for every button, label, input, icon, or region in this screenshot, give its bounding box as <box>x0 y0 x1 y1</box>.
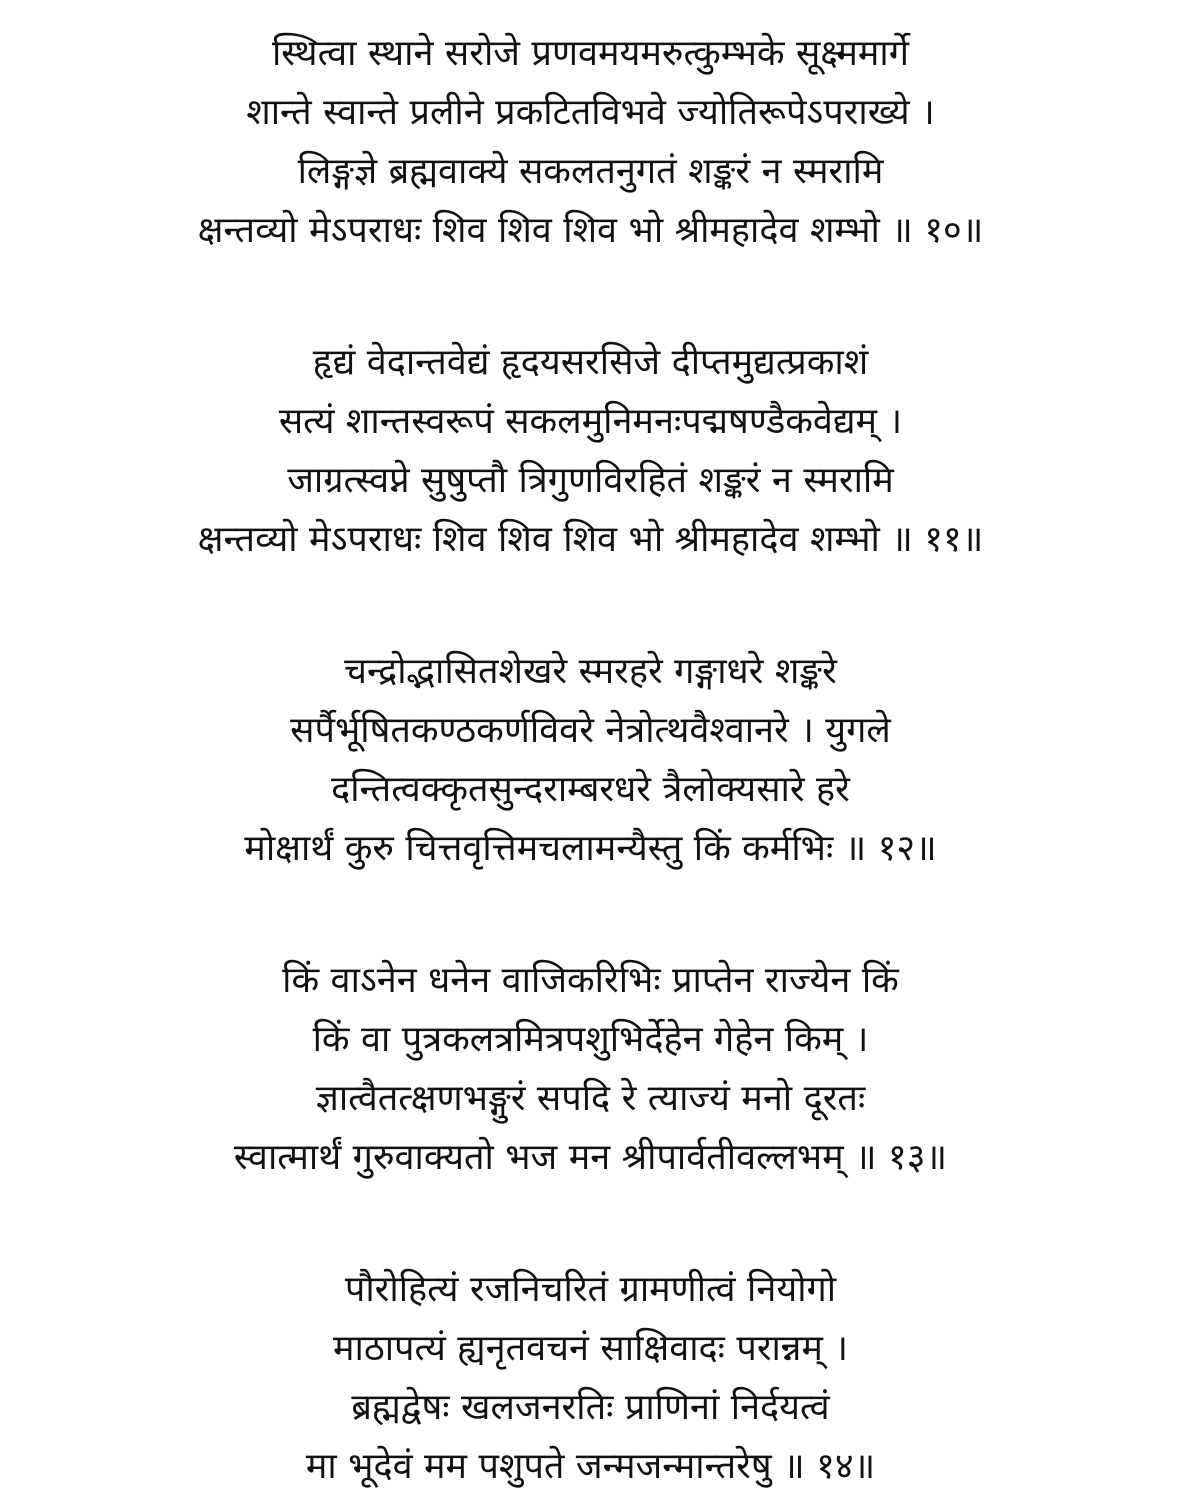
verse-line: शान्ते स्वान्ते प्रलीने प्रकटितविभवे ज्योतिरूपेऽपराख्ये । <box>246 92 935 133</box>
verse-line: किं वा पुत्रकलत्रमित्रपशुभिर्देहेन गेहेन किम् । <box>312 1019 869 1060</box>
verse-13 <box>0 951 1181 1187</box>
verse-line: स्वात्मार्थं गुरुवाक्यतो भज मन श्रीपार्वतीवल्लभम् ॥ १३॥ <box>233 1137 948 1178</box>
verse-line: सर्पैर्भूषितकण्ठकर्णविवरे नेत्रोत्थवैश्वानरे । युगले <box>290 710 891 751</box>
verse-line: ज्ञात्वैतत्क्षणभङ्गुरं सपदि रे त्याज्यं मनो दूरतः <box>315 1078 866 1119</box>
verse-line: हृद्यं वेदान्तवेद्यं हृदयसरसिजे दीप्तमुद्यत्प्रकाशं <box>312 342 869 383</box>
verse-line: जाग्रत्स्वप्ने सुषुप्तौ त्रिगुणविरहितं शङ्करं न स्मरामि <box>287 460 894 501</box>
verse-line: ब्रह्मद्वेषः खलजनरतिः प्राणिनां निर्दयत्वं <box>351 1387 830 1428</box>
verse-10 <box>0 24 1181 260</box>
verse-11 <box>0 333 1181 569</box>
verse-line: किं वाऽनेन धनेन वाजिकरिभिः प्राप्तेन राज्येन किं <box>282 960 899 1001</box>
verse-line: पौरोहित्यं रजनिचरितं ग्रामणीत्वं नियोगो <box>344 1269 837 1310</box>
verse-line: दन्तित्वक्कृतसुन्दराम्बरधरे त्रैलोक्यसारे हरे <box>331 769 850 810</box>
verse-line: क्षन्तव्यो मेऽपराधः शिव शिव शिव भो श्रीमहादेव शम्भो ॥ ११॥ <box>197 519 984 560</box>
verse-12 <box>0 642 1181 878</box>
verse-line: मोक्षार्थं कुरु चित्तवृत्तिमचलामन्यैस्तु किं कर्मभिः ॥ १२॥ <box>244 828 937 869</box>
verse-line: सत्यं शान्तस्वरूपं सकलमुनिमनःपद्मषण्डैकवेद्यम् । <box>278 401 903 442</box>
verse-line: चन्द्रोद्भासितशेखरे स्मरहरे गङ्गाधरे शङ्करे <box>344 651 837 692</box>
verse-line: लिङ्गज्ञे ब्रह्मवाक्ये सकलतनुगतं शङ्करं न स्मरामि <box>297 151 884 192</box>
verse-line: माठापत्यं ह्यनृतवचनं साक्षिवादः परान्नम् । <box>332 1328 849 1369</box>
verse-line: क्षन्तव्यो मेऽपराधः शिव शिव शिव भो श्रीमहादेव शम्भो ॥ १०॥ <box>197 210 984 251</box>
verse-14 <box>0 1260 1181 1496</box>
verse-line: स्थित्वा स्थाने सरोजे प्रणवमयमरुत्कुम्भके सूक्ष्ममार्गे <box>271 33 910 74</box>
verse-line: मा भूदेवं मम पशुपते जन्मजन्मान्तरेषु ॥ १४॥ <box>305 1446 876 1487</box>
